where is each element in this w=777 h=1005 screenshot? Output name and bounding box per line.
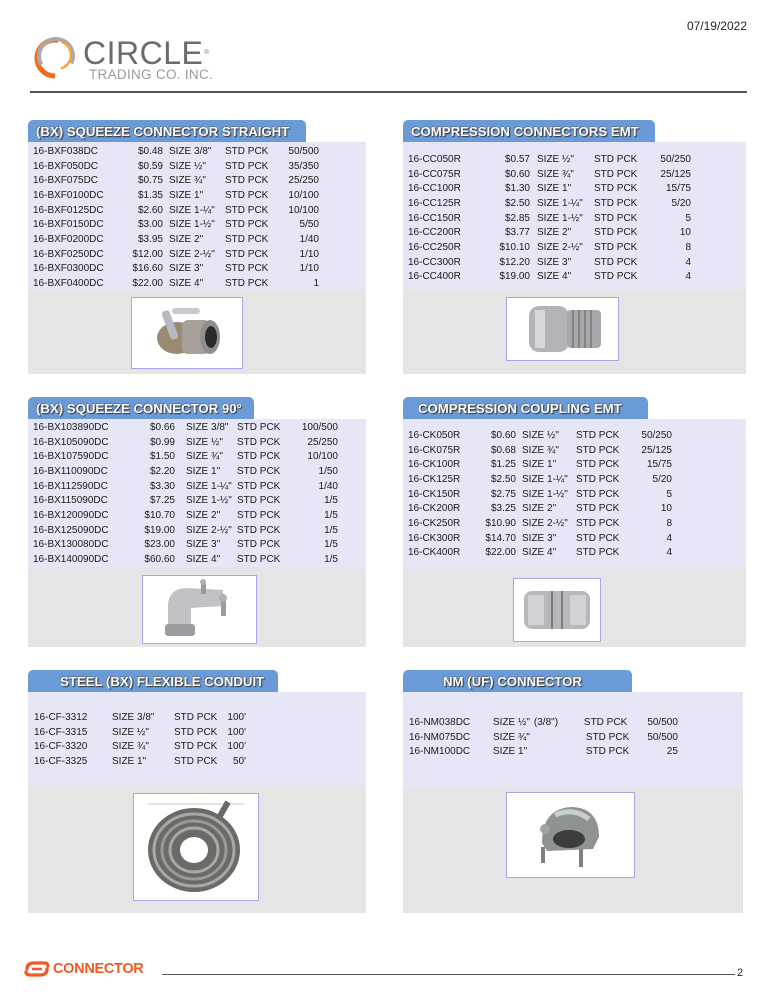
table-row: 16-CK125R $2.50 SIZE 1-¼" STD PCK 5/20 xyxy=(408,473,672,485)
table-row: 16-CC250R $10.10 SIZE 2-½" STD PCK 8 xyxy=(408,241,691,253)
table-row: 16-BX125090DC $19.00 SIZE 2-½" STD PCK 1/5 xyxy=(33,524,338,536)
nm-connector-icon xyxy=(507,793,634,877)
table-row: 16-CK075R $0.68 SIZE ¾" STD PCK 25/125 xyxy=(408,444,672,456)
table-row: 16-BXF0250DC $12.00 SIZE 2-½" STD PCK 1/10 xyxy=(33,248,319,260)
table-row: 16-BXF038DC $0.48 SIZE 3/8" STD PCK 50/500 xyxy=(33,145,319,157)
table-row: 16-BXF0150DC $3.00 SIZE 1-½" STD PCK 5/50 xyxy=(33,219,319,231)
price-table xyxy=(403,142,746,290)
table-row: 16-BXF075DC $0.75 SIZE ¾" STD PCK 25/250 xyxy=(33,175,319,187)
product-image-area xyxy=(403,788,743,913)
section-title: STEEL (BX) FLEXIBLE CONDUIT xyxy=(28,670,278,692)
bx-squeeze-connector-icon xyxy=(132,298,242,368)
product-photo xyxy=(131,297,243,369)
section-nm-uf-connector xyxy=(403,670,743,913)
section-title: NM (UF) CONNECTOR xyxy=(403,670,632,692)
circle-trading-logo xyxy=(33,34,223,86)
circle-swoosh-icon xyxy=(33,34,79,80)
table-row: 16-BXF0300DC $16.60 SIZE 3" STD PCK 1/10 xyxy=(33,263,319,275)
footer-brand-text: CONNECTOR xyxy=(53,961,144,977)
table-row: 16-CF-3325 SIZE 1" STD PCK 50' xyxy=(34,755,246,767)
price-table xyxy=(403,692,743,788)
table-row: 16-BXF0400DC $22.00 SIZE 4" STD PCK 1 xyxy=(33,278,319,290)
section-compression-coupling-emt xyxy=(403,397,746,647)
section-bx-squeeze-90 xyxy=(28,397,366,647)
table-row: 16-CC100R $1.30 SIZE 1" STD PCK 15/75 xyxy=(408,183,691,195)
table-row: 16-BX140090DC $60.60 SIZE 4" STD PCK 1/5 xyxy=(33,554,338,566)
table-row: 16-CC300R $12.20 SIZE 3" STD PCK 4 xyxy=(408,256,691,268)
table-row: 16-BX105090DC $0.99 SIZE ½" STD PCK 25/250 xyxy=(33,436,338,448)
table-row: 16-CC125R $2.50 SIZE 1-¼" STD PCK 5/20 xyxy=(408,197,691,209)
table-row: 16-CK050R $0.60 SIZE ½" STD PCK 50/250 xyxy=(408,429,672,441)
table-row: 16-NM075DC SIZE ¾" STD PCK 50/500 xyxy=(409,731,678,743)
compression-connector-icon xyxy=(507,298,618,360)
flexible-conduit-coil-icon xyxy=(134,794,258,900)
product-image-area xyxy=(28,567,366,647)
table-row: 16-CK250R $10.90 SIZE 2-½" STD PCK 8 xyxy=(408,517,672,529)
table-row: 16-CC075R $0.60 SIZE ¾" STD PCK 25/125 xyxy=(408,168,691,180)
table-row: 16-CK100R $1.25 SIZE 1" STD PCK 15/75 xyxy=(408,459,672,471)
table-row: 16-CF-3312 SIZE 3/8" STD PCK 100' xyxy=(34,711,246,723)
table-row: 16-CF-3320 SIZE ¾" STD PCK 100' xyxy=(34,741,246,753)
bx-90-connector-icon xyxy=(143,576,256,643)
product-photo xyxy=(506,792,635,878)
table-row: 16-CC050R $0.57 SIZE ½" STD PCK 50/250 xyxy=(408,153,691,165)
logo-subtitle: TRADING CO. INC. xyxy=(89,67,214,82)
table-row: 16-CC400R $19.00 SIZE 4" STD PCK 4 xyxy=(408,271,691,283)
table-row: 16-BX107590DC $1.50 SIZE ¾" STD PCK 10/100 xyxy=(33,451,338,463)
footer-connector-logo xyxy=(24,960,143,978)
table-row: 16-BX110090DC $2.20 SIZE 1" STD PCK 1/50 xyxy=(33,465,338,477)
table-row: 16-BX103890DC $0.66 SIZE 3/8" STD PCK 100/500 xyxy=(33,421,338,433)
footer-divider xyxy=(162,974,735,975)
section-compression-connectors-emt xyxy=(403,120,746,374)
product-image-area xyxy=(403,290,746,374)
print-date: 07/19/2022 xyxy=(686,19,747,33)
table-row: 16-BX112590DC $3.30 SIZE 1-¼" STD PCK 1/40 xyxy=(33,480,338,492)
price-table xyxy=(28,419,366,567)
compression-coupling-icon xyxy=(514,579,600,641)
section-title: COMPRESSION COUPLING EMT xyxy=(403,397,648,419)
section-bx-squeeze-straight xyxy=(28,120,366,374)
product-photo xyxy=(142,575,257,644)
product-image-area xyxy=(28,785,366,913)
price-table xyxy=(28,692,366,785)
table-row: 16-BX130080DC $23.00 SIZE 3" STD PCK 1/5 xyxy=(33,539,338,551)
table-row: 16-BXF0100DC $1.35 SIZE 1" STD PCK 10/100 xyxy=(33,189,319,201)
table-row: 16-CK400R $22.00 SIZE 4" STD PCK 4 xyxy=(408,547,672,559)
table-row: 16-BXF0125DC $2.60 SIZE 1-¼" STD PCK 10/100 xyxy=(33,204,319,216)
product-image-area xyxy=(403,569,746,647)
page-number: 2 xyxy=(737,967,744,979)
table-row: 16-CC150R $2.85 SIZE 1-½" STD PCK 5 xyxy=(408,212,691,224)
product-photo xyxy=(513,578,601,642)
table-row: 16-BXF0200DC $3.95 SIZE 2" STD PCK 1/40 xyxy=(33,233,319,245)
table-row: 16-CK200R $3.25 SIZE 2" STD PCK 10 xyxy=(408,503,672,515)
product-photo xyxy=(506,297,619,361)
product-photo xyxy=(133,793,259,901)
table-row: 16-CC200R $3.77 SIZE 2" STD PCK 10 xyxy=(408,227,691,239)
section-title: COMPRESSION CONNECTORS EMT xyxy=(403,120,655,142)
table-row: 16-CF-3315 SIZE ½" STD PCK 100' xyxy=(34,726,246,738)
logo-wordmark: CIRCLE® xyxy=(83,35,210,71)
price-table xyxy=(403,419,746,569)
connector-s-logo-icon xyxy=(24,961,50,977)
product-image-area xyxy=(28,290,366,374)
table-row: 16-BX120090DC $10.70 SIZE 2" STD PCK 1/5 xyxy=(33,509,338,521)
table-row: 16-NM038DC SIZE ½" (3/8") STD PCK 50/500 xyxy=(409,716,678,728)
table-row: 16-BXF050DC $0.59 SIZE ½" STD PCK 35/350 xyxy=(33,160,319,172)
table-row: 16-NM100DC SIZE 1" STD PCK 25 xyxy=(409,746,678,758)
table-row: 16-BX115090DC $7.25 SIZE 1-½" STD PCK 1/5 xyxy=(33,495,338,507)
section-title: (BX) SQUEEZE CONNECTOR 90° xyxy=(28,397,254,419)
table-row: 16-CK300R $14.70 SIZE 3" STD PCK 4 xyxy=(408,532,672,544)
section-steel-flexible-conduit xyxy=(28,670,366,913)
price-table xyxy=(28,142,366,290)
header-divider xyxy=(30,91,747,93)
section-title: (BX) SQUEEZE CONNECTOR STRAIGHT xyxy=(28,120,306,142)
table-row: 16-CK150R $2.75 SIZE 1-½" STD PCK 5 xyxy=(408,488,672,500)
